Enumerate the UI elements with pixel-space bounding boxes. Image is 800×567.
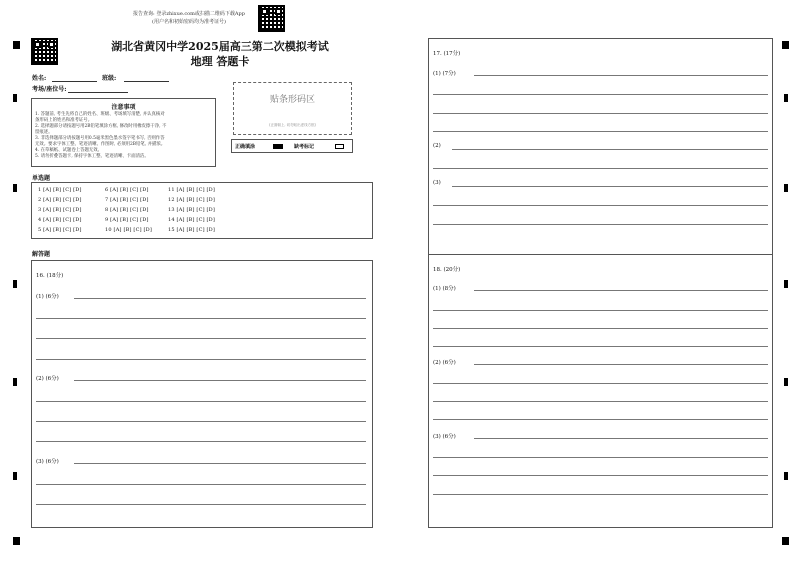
seat-field[interactable] [68,92,128,93]
answer-line[interactable] [74,463,366,464]
barcode-area [233,82,352,135]
answer-line[interactable] [433,475,768,476]
alignment-mark [13,378,17,386]
choice-item[interactable]: 6 [A] [B] [C] [D] [105,187,149,193]
choice-item[interactable]: 9 [A] [B] [C] [D] [105,217,149,223]
answer-line[interactable] [433,383,768,384]
answer-line[interactable] [474,290,768,291]
answer-line[interactable] [433,494,768,495]
q17-title: 17. (17分) [433,51,461,57]
right-answer-box [428,38,773,528]
missing-mark-label: 缺考标记 [294,144,315,150]
answer-line[interactable] [36,338,366,339]
answer-line[interactable] [74,380,366,381]
notice-box [31,98,216,167]
q18-part1-label: (1) (8分) [433,286,456,292]
answer-line[interactable] [36,504,366,505]
missing-mark-box[interactable] [335,144,344,149]
answer-line[interactable] [452,186,768,187]
answer-line[interactable] [433,457,768,458]
answer-line[interactable] [433,401,768,402]
notice-line: 无效。要求字体工整、笔迹清晰。作图时, 必须用2B铅笔, 并描浓。 [35,142,166,147]
fill-legend [231,139,353,153]
answer-line[interactable] [36,421,366,422]
answer-line[interactable] [36,441,366,442]
alignment-mark [13,184,17,192]
choice-item[interactable]: 5 [A] [B] [C] [D] [38,227,82,233]
alignment-mark [13,41,20,49]
choice-item[interactable]: 1 [A] [B] [C] [D] [38,187,82,193]
choice-item[interactable]: 14 [A] [B] [C] [D] [168,217,216,223]
alignment-mark [784,94,788,102]
choice-section-title: 单选题 [32,175,51,182]
answer-line[interactable] [474,364,768,365]
answer-line[interactable] [452,149,768,150]
choice-item[interactable]: 15 [A] [B] [C] [D] [168,227,216,233]
choice-item[interactable]: 8 [A] [B] [C] [D] [105,207,149,213]
answer-line[interactable] [433,328,768,329]
choice-item[interactable]: 2 [A] [B] [C] [D] [38,197,82,203]
qr-code [31,38,58,65]
choice-item[interactable]: 4 [A] [B] [C] [D] [38,217,82,223]
q18-part2-label: (2) (6分) [433,360,456,366]
alignment-mark [782,537,789,545]
answer-line[interactable] [474,438,768,439]
answer-line[interactable] [433,113,768,114]
alignment-mark [13,537,20,545]
answer-line[interactable] [36,359,366,360]
notice-line: 1. 答题前, 考生先将自己的姓名、班级、考场填写清楚, 并认真核对 [35,112,165,117]
choice-item[interactable]: 12 [A] [B] [C] [D] [168,197,216,203]
answer-line[interactable] [474,75,768,76]
notice-title: 注意事项 [111,104,136,111]
answer-line[interactable] [433,419,768,420]
choice-item[interactable]: 11 [A] [B] [C] [D] [168,187,216,193]
barcode-note: (正面朝上, 切勿贴出虚线方框) [269,123,316,127]
notice-line: 留痕迹。 [35,130,53,135]
q17-part2-label: (2) [433,143,441,149]
notice-line: 5. 请勿折叠答题卡, 保持字体工整、笔迹清晰、卡面清洁。 [35,154,149,159]
q16-title: 16. (18分) [36,273,64,279]
alignment-mark [782,41,789,49]
answer-line[interactable] [433,131,768,132]
notice-line: 2. 选择题部分请按题号用2B铅笔填涂方框, 修改时用橡皮擦干净, 不 [35,124,167,129]
correct-fill-label: 正确填涂 [235,144,256,150]
report-query-text: 报告查询: 登录zhixue.com或扫描二维码下载App [133,11,245,17]
report-query-note: (用户名和初始密码均为准考证号) [152,19,226,25]
question-divider [428,254,773,255]
correct-fill-sample [273,144,283,149]
alignment-mark [13,94,17,102]
q17-part1-label: (1) (7分) [433,71,456,77]
seat-label: 考场/座位号: [32,86,67,93]
answer-section-title: 解答题 [32,251,51,258]
q18-part3-label: (3) (6分) [433,434,456,440]
answer-line[interactable] [433,94,768,95]
choice-item[interactable]: 7 [A] [B] [C] [D] [105,197,149,203]
answer-line[interactable] [74,298,366,299]
answer-line[interactable] [433,310,768,311]
subject-title: 地理 答题卡 [190,55,250,68]
alignment-mark [13,280,17,288]
alignment-mark [784,280,788,288]
notice-line: 3. 非选择题部分请按题号用0.5毫米黑色墨水签字笔书写, 否则作答 [35,136,165,141]
notice-line: 条形码上的姓名和准考证号。 [35,118,93,123]
answer-line[interactable] [433,224,768,225]
name-label: 姓名: [32,75,47,82]
answer-line[interactable] [36,318,366,319]
qr-code [258,5,285,32]
alignment-mark [784,472,788,480]
alignment-mark [784,378,788,386]
alignment-mark [784,184,788,192]
q18-title: 18. (20分) [433,267,461,273]
notice-line: 4. 在草稿纸、试题卷上答题无效。 [35,148,103,153]
name-field[interactable] [52,81,97,82]
answer-line[interactable] [433,205,768,206]
answer-line[interactable] [36,401,366,402]
exam-title: 湖北省黄冈中学2025届高三第二次模拟考试 [111,40,329,53]
q16-part2-label: (2) (6分) [36,376,59,382]
class-field[interactable] [124,81,169,82]
choice-item[interactable]: 13 [A] [B] [C] [D] [168,207,216,213]
choice-item[interactable]: 10 [A] [B] [C] [D] [105,227,153,233]
q16-part1-label: (1) (6分) [36,294,59,300]
barcode-title: 贴条形码区 [269,95,315,105]
class-label: 班级: [102,75,117,82]
answer-line[interactable] [433,168,768,169]
q17-part3-label: (3) [433,180,441,186]
q16-part3-label: (3) (6分) [36,459,59,465]
answer-line[interactable] [36,484,366,485]
choice-item[interactable]: 3 [A] [B] [C] [D] [38,207,82,213]
answer-line[interactable] [433,346,768,347]
alignment-mark [13,472,17,480]
q16-box [31,260,373,528]
